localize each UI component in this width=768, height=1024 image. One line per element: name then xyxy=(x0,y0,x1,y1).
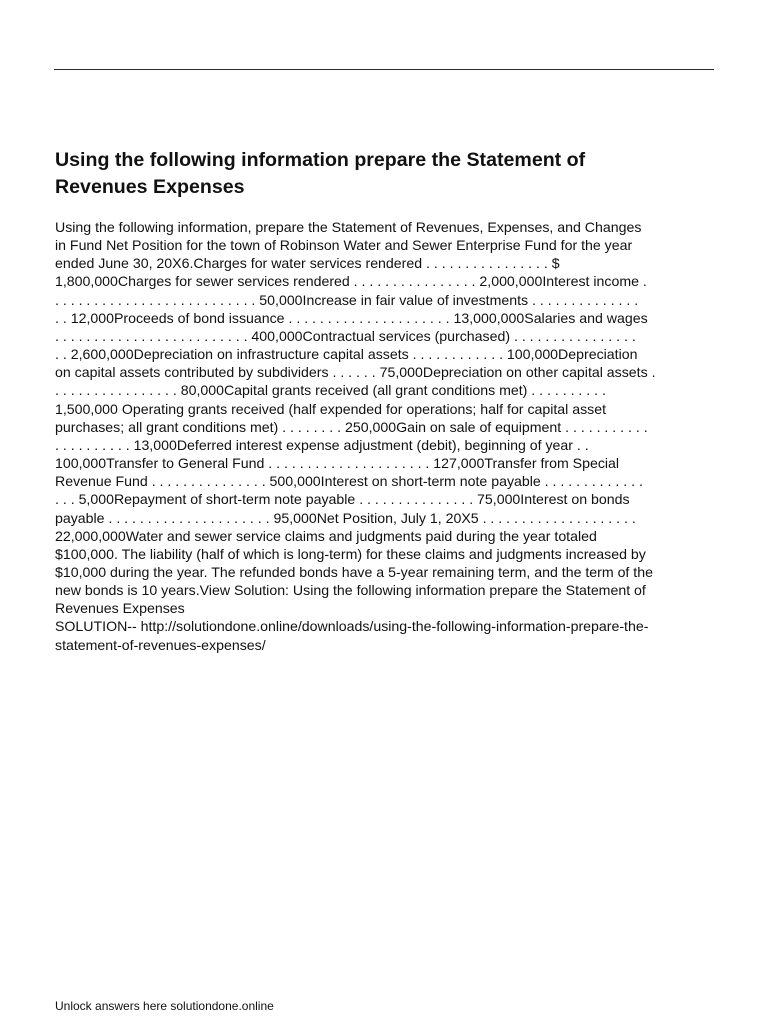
body-line: $10,000 during the year. The refunded bonds have a 5-year remaining term, and the term of the xyxy=(55,563,653,580)
body-line: . . . . . . . . . . 13,000Deferred interest expense adjustment (debit), beginning of year . . xyxy=(55,436,589,453)
body-line: ended June 30, 20X6.Charges for water services rendered . . . . . . . . . . . . . . . . $ xyxy=(55,255,560,272)
body-line: Using the following information, prepare the Statement of Revenues, Expenses, and Changes xyxy=(55,219,642,235)
body-line: . . 2,600,000Depreciation on infrastructure capital assets . . . . . . . . . . . . 100,000Depreciation xyxy=(55,346,638,363)
top-divider xyxy=(54,69,714,70)
body-line: new bonds is 10 years.View Solution: Using the following information prepare the Statement of xyxy=(55,582,646,599)
document-body xyxy=(55,218,714,654)
body-line: 1,800,000Charges for sewer services rendered . . . . . . . . . . . . . . . . 2,000,000Interest income . xyxy=(55,273,647,290)
body-line: . . . 5,000Repayment of short-term note payable . . . . . . . . . . . . . . . 75,000Interest on bonds xyxy=(55,491,630,508)
body-line: . . . . . . . . . . . . . . . . 80,000Capital grants received (all grant conditions met) . . . . . . . . . . xyxy=(55,382,606,399)
body-line: on capital assets contributed by subdividers . . . . . . 75,000Depreciation on other capital assets . xyxy=(55,364,656,381)
title-line: Revenues Expenses xyxy=(55,176,245,198)
body-line: . . 12,000Proceeds of bond issuance . . . . . . . . . . . . . . . . . . . . . 13,000,000Salaries and wages xyxy=(55,309,648,326)
body-line: 100,000Transfer to General Fund . . . . . . . . . . . . . . . . . . . . . 127,000Transfer from Special xyxy=(55,455,620,472)
body-line: . . . . . . . . . . . . . . . . . . . . . . . . . 400,000Contractual services (purchased) . . . . . . . . . . . . . . . . xyxy=(55,327,636,344)
body-line: Revenues Expenses xyxy=(55,600,185,617)
body-line: 1,500,000 Operating grants received (half expended for operations; half for capital asset xyxy=(55,400,607,417)
body-line: 22,000,000Water and sewer service claims and judgments paid during the year totaled xyxy=(55,527,597,544)
title-line: Using the following information prepare the Statement of xyxy=(55,149,586,171)
body-line: purchases; all grant conditions met) . . . . . . . . 250,000Gain on sale of equipment . . . . . . . . . . . xyxy=(55,418,648,435)
solution-link[interactable]: statement-of-revenues-expenses/ xyxy=(55,636,266,653)
body-line: Revenue Fund . . . . . . . . . . . . . . . 500,000Interest on short-term note payable . . . . . . . . . . . . . xyxy=(55,473,643,490)
body-line: . . . . . . . . . . . . . . . . . . . . . . . . . . 50,000Increase in fair value of investments . . . . . . . . . . . . . . xyxy=(55,291,639,308)
solution-link[interactable]: SOLUTION-- http://solutiondone.online/downloads/using-the-following-information-prepare-the- xyxy=(55,618,649,635)
body-line: $100,000. The liability (half of which is long-term) for these claims and judgments increased by xyxy=(55,545,646,562)
body-line: in Fund Net Position for the town of Robinson Water and Sewer Enterprise Fund for the year xyxy=(55,237,633,254)
document-title xyxy=(55,147,715,201)
footer-text: Unlock answers here solutiondone.online xyxy=(55,999,274,1013)
body-line: payable . . . . . . . . . . . . . . . . . . . . . 95,000Net Position, July 1, 20X5 . . . . . . . . . . . . . . . . . . . . xyxy=(55,509,636,526)
